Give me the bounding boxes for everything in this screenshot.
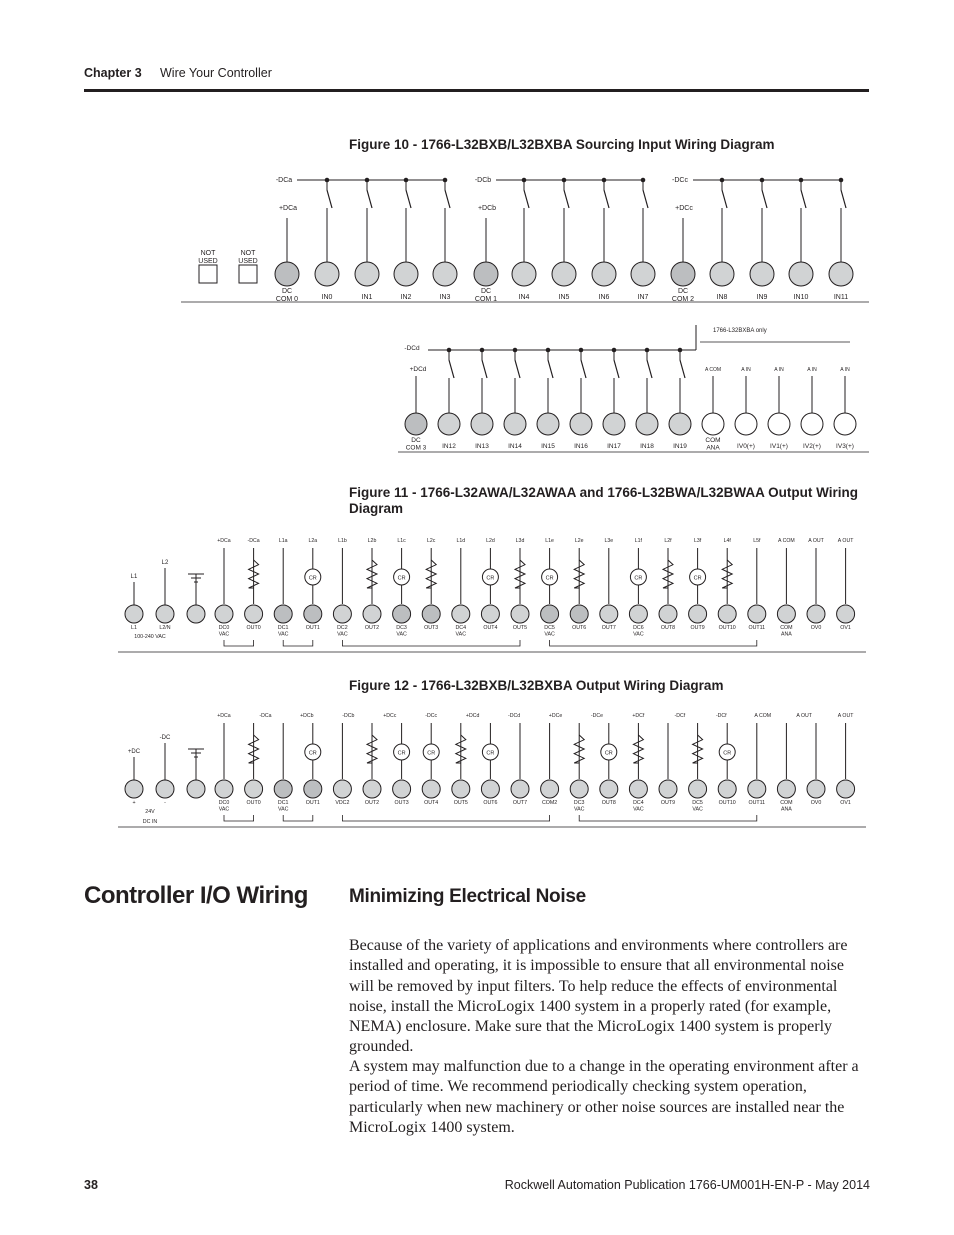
output-terminal bbox=[600, 780, 618, 798]
terminal-label: IN3 bbox=[439, 294, 451, 301]
terminal-label: IV2(+) bbox=[803, 443, 821, 450]
terminal-label: OUT10 bbox=[718, 800, 736, 806]
terminal-label: OUT7 bbox=[512, 800, 528, 806]
relay-coil-label: CR bbox=[486, 750, 495, 757]
supply-label: L2a bbox=[308, 538, 318, 544]
input-terminal bbox=[702, 413, 724, 435]
supply-text: DC IN bbox=[142, 819, 158, 825]
output-terminal bbox=[333, 605, 351, 623]
analog-signal-label: A IN bbox=[807, 367, 817, 373]
terminal-label: OUT9 bbox=[690, 625, 705, 631]
terminal-label: OUT1 bbox=[305, 800, 320, 806]
output-terminal bbox=[304, 780, 322, 798]
switch-contact bbox=[762, 190, 767, 208]
terminal-label: DC5 VAC bbox=[544, 625, 555, 638]
supply-text: 24V bbox=[145, 809, 155, 815]
relay-coil-label: CR bbox=[397, 575, 406, 582]
output-terminal bbox=[570, 780, 588, 798]
supply-label: L1f bbox=[634, 538, 643, 544]
switch-contact bbox=[614, 360, 619, 378]
supply-label: L1 bbox=[130, 574, 138, 580]
section-subtitle: Minimizing Electrical Noise bbox=[349, 886, 586, 907]
output-terminal bbox=[215, 605, 233, 623]
com-terminal bbox=[405, 413, 427, 435]
output-terminal bbox=[333, 780, 351, 798]
supply-label: L2b bbox=[367, 538, 377, 544]
input-terminal bbox=[355, 262, 379, 286]
terminal-label: DC1 VAC bbox=[277, 625, 289, 638]
supply-label: L2 bbox=[161, 560, 169, 566]
analog-signal-label: A IN bbox=[840, 367, 850, 373]
relay-coil-label: CR bbox=[723, 750, 732, 757]
supply-label: A COM bbox=[754, 713, 772, 719]
switch-contact bbox=[643, 190, 648, 208]
output-terminal bbox=[481, 780, 499, 798]
terminal-label: VDC2 bbox=[335, 800, 350, 806]
output-terminal bbox=[481, 605, 499, 623]
supply-label: L2d bbox=[486, 538, 495, 544]
terminal-label: IN16 bbox=[574, 443, 588, 450]
terminal-label: IN4 bbox=[518, 294, 530, 301]
relay-coil-label: CR bbox=[308, 575, 317, 582]
not-used-terminal bbox=[199, 265, 217, 283]
not-used-terminal bbox=[239, 265, 257, 283]
terminal-label: OUT4 bbox=[483, 625, 498, 631]
switch-contact bbox=[515, 360, 520, 378]
terminal-label: DC COM 2 bbox=[671, 288, 695, 303]
terminal-label: OUT3 bbox=[424, 625, 439, 631]
chapter-label: Chapter 3 bbox=[84, 66, 142, 80]
output-terminal bbox=[629, 780, 647, 798]
terminal-label: DC COM 1 bbox=[474, 288, 498, 303]
switch-contact bbox=[604, 190, 609, 208]
com-terminal bbox=[275, 262, 299, 286]
output-terminal bbox=[718, 780, 736, 798]
terminal-label: OUT5 bbox=[512, 625, 528, 631]
supply-label: +DCc bbox=[383, 713, 397, 719]
output-terminal bbox=[777, 780, 795, 798]
header-rule bbox=[84, 89, 869, 92]
input-terminal bbox=[636, 413, 658, 435]
group-bracket bbox=[224, 640, 254, 646]
terminal-label: OUT0 bbox=[246, 800, 261, 806]
supply-label: A OUT bbox=[796, 713, 812, 719]
output-terminal bbox=[422, 605, 440, 623]
analog-signal-label: A IN bbox=[741, 367, 751, 373]
supply-label: L2f bbox=[664, 538, 672, 544]
figure-12-caption: Figure 12 - 1766-L32BXB/L32BXBA Output Wiring Diagram bbox=[349, 678, 724, 693]
input-terminal bbox=[603, 413, 625, 435]
terminal-label: IN5 bbox=[558, 294, 570, 301]
positive-supply-label: +DCb bbox=[477, 205, 497, 212]
terminal-label: DC3 VAC bbox=[573, 800, 585, 813]
terminal-label: IN12 bbox=[442, 443, 456, 450]
supply-label: L2c bbox=[427, 538, 436, 544]
output-terminal bbox=[837, 605, 855, 623]
output-terminal bbox=[748, 605, 766, 623]
terminal-label: IV3(+) bbox=[836, 443, 854, 450]
supply-label: L1c bbox=[397, 538, 406, 544]
terminal-label: COM2 bbox=[541, 800, 558, 806]
negative-supply-label: -DCc bbox=[672, 177, 688, 184]
analog-signal-label: A COM bbox=[704, 367, 722, 373]
supply-label: L3d bbox=[515, 538, 525, 544]
terminal-label: OUT2 bbox=[364, 625, 380, 631]
figure-10-caption: Figure 10 - 1766-L32BXB/L32BXBA Sourcing Input Wiring Diagram bbox=[349, 137, 775, 152]
group-bracket bbox=[342, 815, 549, 821]
input-terminal bbox=[512, 262, 536, 286]
terminal-label: L1 bbox=[131, 625, 137, 631]
relay-coil-label: CR bbox=[634, 575, 643, 582]
output-terminal bbox=[659, 780, 677, 798]
terminal-label: OUT8 bbox=[601, 800, 616, 806]
terminal-label: OUT11 bbox=[748, 800, 766, 806]
output-terminal bbox=[629, 605, 647, 623]
supply-label: L5f bbox=[753, 538, 761, 544]
output-terminal bbox=[718, 605, 736, 623]
terminal-label: DC COM 0 bbox=[275, 288, 299, 303]
output-terminal bbox=[689, 605, 707, 623]
terminal-label: IN8 bbox=[716, 294, 728, 301]
terminal-label: COM ANA bbox=[705, 437, 721, 452]
supply-label: +DC bbox=[127, 749, 141, 755]
figure-11-diagram bbox=[0, 530, 954, 660]
switch-contact bbox=[548, 360, 553, 378]
supply-label: L1b bbox=[338, 538, 347, 544]
supply-label: -DCc bbox=[425, 713, 438, 719]
supply-label: -DCa bbox=[247, 538, 260, 544]
switch-contact bbox=[367, 190, 372, 208]
supply-terminal bbox=[187, 605, 205, 623]
supply-label: +DCb bbox=[300, 713, 314, 719]
supply-label: A OUT bbox=[837, 538, 854, 544]
supply-text: 100-240 VAC bbox=[134, 634, 166, 640]
supply-label: L2e bbox=[574, 538, 584, 544]
supply-label: -DCf bbox=[715, 713, 727, 719]
group-bracket bbox=[579, 815, 757, 821]
supply-label: A COM bbox=[778, 538, 795, 544]
terminal-label: IN10 bbox=[793, 294, 809, 301]
output-terminal bbox=[807, 780, 825, 798]
terminal-label: IN6 bbox=[598, 294, 610, 301]
terminal-label: DC COM 3 bbox=[405, 437, 427, 452]
output-terminal bbox=[600, 605, 618, 623]
terminal-label: OV0 bbox=[810, 800, 822, 806]
input-terminal bbox=[537, 413, 559, 435]
page-number: 38 bbox=[84, 1178, 98, 1192]
output-terminal bbox=[777, 605, 795, 623]
group-bracket bbox=[224, 815, 254, 821]
group-bracket bbox=[283, 640, 313, 646]
supply-label: A OUT bbox=[837, 713, 854, 719]
output-terminal bbox=[541, 780, 559, 798]
supply-terminal bbox=[156, 780, 174, 798]
terminal-label: IN19 bbox=[673, 443, 687, 450]
terminal-label: IN9 bbox=[756, 294, 768, 301]
supply-label: -DCe bbox=[590, 713, 604, 719]
output-terminal bbox=[363, 605, 381, 623]
input-terminal bbox=[433, 262, 457, 286]
terminal-label: IN2 bbox=[400, 294, 412, 301]
terminal-label: DC1 VAC bbox=[277, 800, 289, 813]
terminal-label: IN18 bbox=[640, 443, 654, 450]
input-terminal bbox=[471, 413, 493, 435]
switch-contact bbox=[647, 360, 652, 378]
supply-label: L3e bbox=[604, 538, 614, 544]
output-terminal bbox=[274, 605, 292, 623]
terminal-label: IN14 bbox=[508, 443, 522, 450]
output-terminal bbox=[245, 780, 263, 798]
negative-supply-label: -DCa bbox=[275, 177, 293, 184]
input-terminal bbox=[552, 262, 576, 286]
supply-label: -DCb bbox=[342, 713, 355, 719]
supply-label: -DCf bbox=[674, 713, 686, 719]
terminal-label: IN15 bbox=[541, 443, 555, 450]
terminal-label: IV1(+) bbox=[770, 443, 788, 450]
switch-contact bbox=[524, 190, 529, 208]
input-terminal bbox=[710, 262, 734, 286]
positive-supply-label: +DCd bbox=[409, 366, 427, 373]
output-terminal bbox=[215, 780, 233, 798]
terminal-label: OUT1 bbox=[305, 625, 320, 631]
input-terminal bbox=[789, 262, 813, 286]
output-terminal bbox=[807, 605, 825, 623]
terminal-label: OUT2 bbox=[364, 800, 380, 806]
terminal-label: IN0 bbox=[321, 294, 333, 301]
input-terminal bbox=[504, 413, 526, 435]
output-terminal bbox=[363, 780, 381, 798]
group-bracket bbox=[283, 815, 313, 821]
output-terminal bbox=[452, 780, 470, 798]
switch-contact bbox=[581, 360, 586, 378]
group-bracket bbox=[550, 640, 757, 646]
terminal-label: IN17 bbox=[607, 443, 621, 450]
supply-label: -DC bbox=[159, 735, 171, 741]
analog-note-label: 1766-L32BXBA only bbox=[713, 328, 767, 334]
paragraph-2: A system may malfunction due to a change in the operating environment after a period of time. We recommend periodically checking system operation, particularly when new machinery or other noise sources are installed near the MicroLogix 1400 system. bbox=[349, 1058, 859, 1136]
negative-supply-label: -DCb bbox=[474, 177, 492, 184]
relay-coil-label: CR bbox=[545, 575, 554, 582]
relay-coil-label: CR bbox=[693, 575, 702, 582]
figure-10-diagram bbox=[0, 170, 954, 460]
terminal-label: OUT0 bbox=[246, 625, 261, 631]
switch-contact bbox=[564, 190, 569, 208]
input-terminal bbox=[669, 413, 691, 435]
switch-contact bbox=[680, 360, 685, 378]
output-terminal bbox=[837, 780, 855, 798]
output-terminal bbox=[689, 780, 707, 798]
input-terminal bbox=[834, 413, 856, 435]
output-terminal bbox=[452, 605, 470, 623]
relay-coil-label: CR bbox=[604, 750, 613, 757]
terminal-label: COM ANA bbox=[780, 800, 793, 813]
terminal-label: DC0 VAC bbox=[218, 625, 230, 638]
input-terminal bbox=[394, 262, 418, 286]
analog-signal-label: A IN bbox=[774, 367, 784, 373]
input-terminal bbox=[438, 413, 460, 435]
terminal-label: IN13 bbox=[475, 443, 489, 450]
relay-coil-label: CR bbox=[427, 750, 436, 757]
terminal-label: COM ANA bbox=[780, 625, 793, 638]
positive-supply-label: +DCc bbox=[675, 205, 693, 212]
terminal-label: OUT3 bbox=[394, 800, 409, 806]
negative-supply-label: -DCd bbox=[404, 345, 420, 352]
input-terminal bbox=[829, 262, 853, 286]
terminal-label: L2/N bbox=[159, 625, 171, 631]
relay-coil-label: CR bbox=[486, 575, 495, 582]
supply-label: +DCa bbox=[217, 538, 231, 544]
supply-terminal bbox=[125, 605, 143, 623]
terminal-label: DC6 VAC bbox=[633, 625, 644, 638]
supply-terminal bbox=[156, 605, 174, 623]
terminal-label: DC4 VAC bbox=[633, 800, 644, 813]
output-terminal bbox=[393, 780, 411, 798]
terminal-label: IN7 bbox=[637, 294, 649, 301]
output-terminal bbox=[245, 605, 263, 623]
terminal-label: IN1 bbox=[361, 294, 373, 301]
terminal-label: IN11 bbox=[833, 294, 849, 301]
terminal-label: IV0(+) bbox=[737, 443, 755, 450]
terminal-label: OUT5 bbox=[453, 800, 468, 806]
not-used-label: NOT USED bbox=[238, 250, 258, 265]
terminal-label: OV1 bbox=[840, 800, 851, 806]
supply-label: -DCd bbox=[508, 713, 521, 719]
input-terminal bbox=[750, 262, 774, 286]
terminal-label: DC4 VAC bbox=[455, 625, 467, 638]
terminal-label: OV0 bbox=[810, 625, 822, 631]
switch-contact bbox=[482, 360, 487, 378]
input-terminal bbox=[768, 413, 790, 435]
switch-contact bbox=[449, 360, 454, 378]
output-terminal bbox=[393, 605, 411, 623]
terminal-label: OUT4 bbox=[424, 800, 439, 806]
input-terminal bbox=[592, 262, 616, 286]
supply-label: L3f bbox=[693, 538, 702, 544]
terminal-label: DC5 VAC bbox=[692, 800, 703, 813]
not-used-label: NOT USED bbox=[198, 250, 218, 265]
supply-label: +DCa bbox=[217, 713, 231, 719]
supply-label: +DCf bbox=[632, 713, 645, 719]
terminal-label: DC2 VAC bbox=[337, 625, 348, 638]
output-terminal bbox=[541, 605, 559, 623]
output-terminal bbox=[659, 605, 677, 623]
supply-label: L1a bbox=[278, 538, 288, 544]
terminal-label: OV1 bbox=[840, 625, 851, 631]
output-terminal bbox=[511, 605, 529, 623]
input-terminal bbox=[315, 262, 339, 286]
terminal-label: + bbox=[132, 800, 136, 806]
group-bracket bbox=[342, 640, 520, 646]
terminal-label: OUT10 bbox=[718, 625, 736, 631]
supply-label: L1e bbox=[545, 538, 554, 544]
publication-info: Rockwell Automation Publication 1766-UM001H-EN-P - May 2014 bbox=[504, 1178, 870, 1192]
output-terminal bbox=[570, 605, 588, 623]
input-terminal bbox=[735, 413, 757, 435]
section-title: Controller I/O Wiring bbox=[84, 882, 308, 909]
terminal-label: DC3 VAC bbox=[396, 625, 407, 638]
terminal-label: OUT6 bbox=[572, 625, 587, 631]
input-terminal bbox=[570, 413, 592, 435]
terminal-label: OUT11 bbox=[748, 625, 766, 631]
output-terminal bbox=[511, 780, 529, 798]
input-terminal bbox=[631, 262, 655, 286]
output-terminal bbox=[304, 605, 322, 623]
chapter-title: Wire Your Controller bbox=[160, 66, 272, 80]
switch-contact bbox=[841, 190, 846, 208]
com-terminal bbox=[671, 262, 695, 286]
switch-contact bbox=[327, 190, 332, 208]
paragraph-1: Because of the variety of applications and environments where controllers are installed and operating, it is impossible to ensure that all environmental noise will be removed by input filters. To help reduce the effects of environmental noise, install the MicroLogix 1400 system in a properly rated (for example, NEMA) enclosure. Make sure that the MicroLogix 1400 system is properly grounded. bbox=[349, 937, 848, 1056]
supply-label: -DCa bbox=[259, 713, 272, 719]
terminal-label: - bbox=[164, 800, 166, 806]
output-terminal bbox=[422, 780, 440, 798]
figure-11-caption: Figure 11 - 1766-L32AWA/L32AWAA and 1766-L32BWA/L32BWAA Output Wiring Diagram bbox=[349, 485, 858, 516]
relay-coil-label: CR bbox=[308, 750, 317, 757]
terminal-label: OUT9 bbox=[660, 800, 676, 806]
switch-contact bbox=[406, 190, 411, 208]
relay-coil-label: CR bbox=[397, 750, 406, 757]
supply-terminal bbox=[187, 780, 205, 798]
positive-supply-label: +DCa bbox=[278, 205, 298, 212]
com-terminal bbox=[474, 262, 498, 286]
supply-label: +DCe bbox=[548, 713, 563, 719]
supply-terminal bbox=[125, 780, 143, 798]
output-terminal bbox=[274, 780, 292, 798]
supply-label: L4f bbox=[723, 538, 731, 544]
switch-contact bbox=[801, 190, 806, 208]
terminal-label: OUT7 bbox=[601, 625, 616, 631]
output-terminal bbox=[748, 780, 766, 798]
terminal-label: OUT8 bbox=[660, 625, 676, 631]
terminal-label: OUT6 bbox=[483, 800, 498, 806]
terminal-label: DC0 VAC bbox=[218, 800, 230, 813]
input-terminal bbox=[801, 413, 823, 435]
switch-contact bbox=[445, 190, 450, 208]
supply-label: +DCd bbox=[465, 713, 480, 719]
switch-contact bbox=[722, 190, 727, 208]
supply-label: A OUT bbox=[808, 538, 824, 544]
figure-12-diagram bbox=[0, 705, 954, 835]
supply-label: L1d bbox=[456, 538, 466, 544]
